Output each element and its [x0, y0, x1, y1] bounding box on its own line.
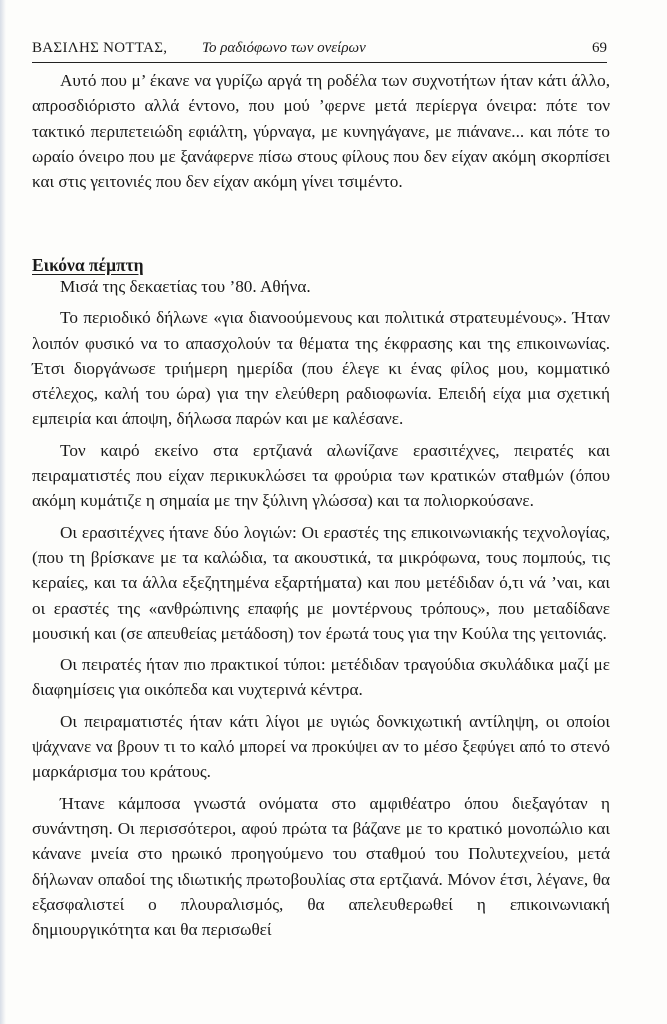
paragraph-date-place: Μισά της δεκαετίας του ’80. Αθήνα. [60, 277, 311, 296]
section-heading: Εικόνα πέμπτη [32, 255, 144, 275]
paragraph-experimenters: Οι πειραματιστές ήταν κάτι λίγοι με υγιώς δονκιχωτική αντίληψη, οι οποίοι ψάχνανε να βρουν τι το καλό μπορεί να προκύψει αν το μέσο ξεφύγει από το στενό μαρκάρισμα του κράτους. [32, 711, 610, 782]
header-author: ΒΑΣΙΛΗΣ ΝΟΤΤΑΣ, [32, 40, 168, 56]
paragraph-amateurs: Οι ερασιτέχνες ήτανε δύο λογιών: Οι εραστές της επικοινωνιακής τεχνολογίας, (που τη βρίσκανε με τα καλώδια, τα ακουστικά, τα μικρόφωνα, τους πομπούς, τις κεραίες, και τα άλλα εξεζητημένα εξαρτήματα) και που μετέδιδαν ό,τι νά ’ναι, και οι εραστές της «ανθρώπινης επαφής με μοντέρνους τρόπους», που μεταδίδανε μουσική και (σε απευθείας μετάδοση) τον έρωτά τους για την Κούλα της γειτονιάς. [32, 522, 610, 643]
header-book-title: Το ραδιόφωνο των ονείρων [202, 40, 366, 56]
paragraph-magazine: Το περιοδικό δήλωνε «για διανοούμενους και πολιτικά στρατευμένους». Ήταν λοιπόν φυσικό να το απασχολούν τα θέματα της έκφρασης και της επικοινωνίας. Έτσι διοργάνωσε τριήμερη ημερίδα (που έλεγε κι ένας φίλος μου, κομματικό στέλεχος, καλή του ώρα) για την ελεύθερη ραδιοφωνία. Επειδή είχα μια σχετική εμπειρία και άποψη, δήλωσα παρών και με καλέσανε. [32, 308, 610, 429]
page-number: 69 [592, 40, 607, 56]
paragraph-meeting: Ήτανε κάμποσα γνωστά ονόματα στο αμφιθέατρο όπου διεξαγόταν η συνάντηση. Οι περισσότεροι, αφού πρώτα τα βάζανε με το κρατικό μονοπώλιο και κάνανε μνεία στο ηρωικό προηγούμενο του σταθμού του Πολυτεχνείου, μετά δήλωναν οπαδοί της ιδιωτικής πρωτοβουλίας στα ερτζιανά. Μόνον έτσι, λέγανε, θα εξασφαλιστεί ο πλουραλισμός, θα απελευθερωθεί η επικοινωνιακή δημιουργικότητα και θα περισωθεί [32, 793, 610, 940]
paragraph-airwaves: Τον καιρό εκείνο στα ερτζιανά αλωνίζανε ερασιτέχνες, πειρατές και πειραματιστές που είχαν περικυκλώσει τα φρούρια των κρατικών σταθμών (όπου ακόμη κυμάτιζε η σημαία με την ξύλινη γλώσσα) και τα πολιορκούσανε. [32, 440, 610, 511]
intro-paragraph: Αυτό που μ’ έκανε να γυρίζω αργά τη ροδέλα των συχνοτήτων ήταν κάτι άλλο, απροσδιόριστο αλλά έντονο, που μού ’φερνε μετά περίεργα όνειρα: πότε τον τακτικό περιπετειώδη εφιάλτη, γύρναγα, με κυνηγάγανε, με πιάνανε... και πότε το ωραίο όνειρο που με ξανάφερνε πίσω στους φίλους που δεν είχαν ακόμη σκορπίσει και στις γειτονιές που δεν είχαν ακόμη γίνει τσιμέντο. [32, 71, 610, 192]
paragraph-pirates: Οι πειρατές ήταν πιο πρακτικοί τύποι: μετέδιδαν τραγούδια σκυλάδικα μαζί με διαφημίσεις για οικόπεδα και νυχτερινά κέντρα. [32, 655, 610, 700]
page-edge-shadow [0, 0, 6, 1024]
running-header [32, 40, 607, 63]
section-text-block [32, 274, 610, 942]
intro-text-block [32, 68, 610, 194]
